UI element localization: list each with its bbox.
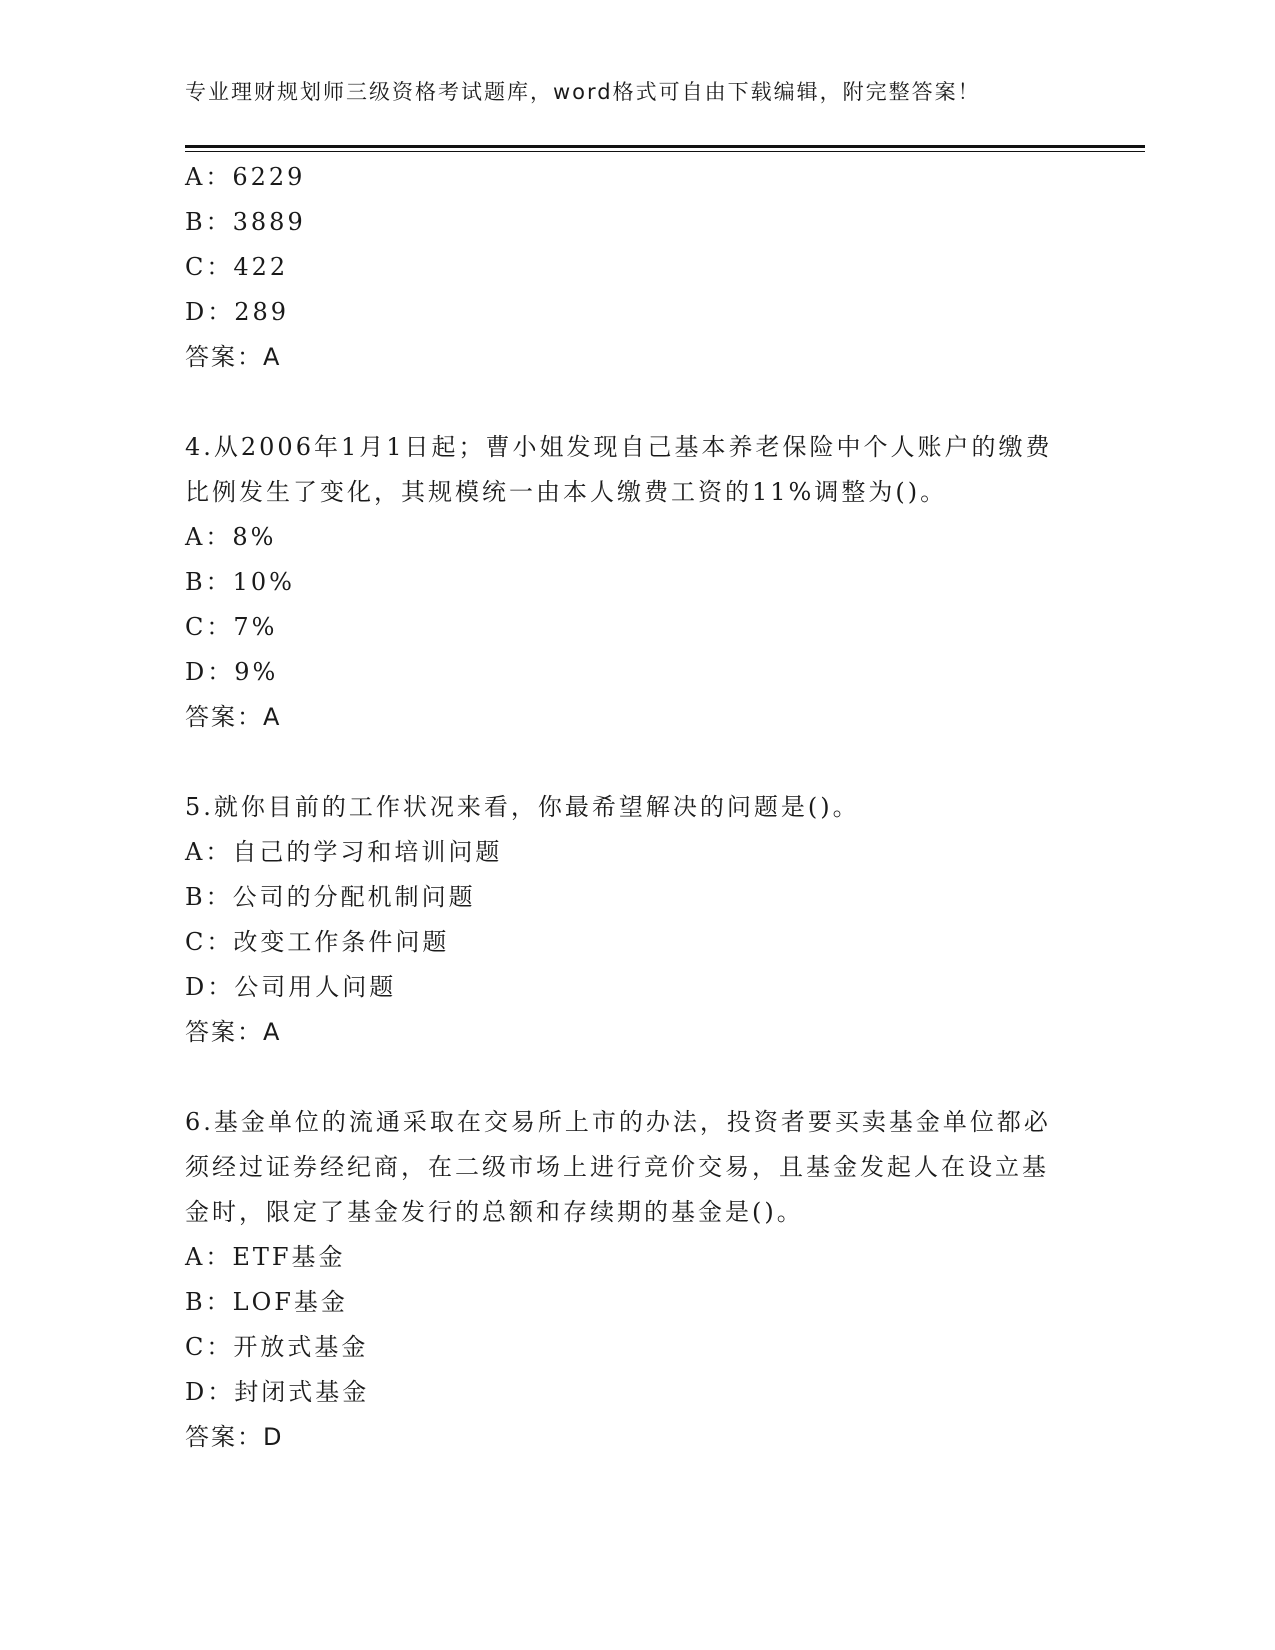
answer: 答案：A [185,1018,282,1046]
option-d: D：封闭式基金 [185,1378,370,1406]
answer: 答案：D [185,1423,284,1451]
option-c: C：开放式基金 [185,1333,369,1361]
spacer [185,740,1085,785]
question-5 [185,785,1085,1055]
document-header: 专业理财规划师三级资格考试题库，word格式可自由下载编辑，附完整答案！ [185,80,981,104]
spacer [185,1055,1085,1100]
option-c: C：7% [185,613,278,641]
question-4 [185,425,1085,740]
option-d: D：289 [185,298,290,326]
option-a: A：自己的学习和培训问题 [185,838,503,866]
option-d: D：公司用人问题 [185,973,397,1001]
option-d: D：9% [185,658,279,686]
question-6 [185,1100,1085,1460]
option-c: C：422 [185,253,289,281]
header-rule-thick [185,145,1145,148]
question-3 [185,155,1085,380]
option-a: A：6229 [185,163,306,191]
question-list [185,155,1085,1460]
spacer [185,380,1085,425]
option-b: B：公司的分配机制问题 [185,883,476,911]
header-rule-thin [185,151,1145,152]
option-a: A：8% [185,523,277,551]
option-b: B：LOF基金 [185,1288,348,1316]
option-c: C：改变工作条件问题 [185,928,450,956]
option-b: B：10% [185,568,295,596]
question-stem: 5.就你目前的工作状况来看，你最希望解决的问题是()。 [185,793,860,821]
option-a: A：ETF基金 [185,1243,346,1271]
answer: 答案：A [185,703,282,731]
question-stem: 4.从2006年1月1日起；曹小姐发现自己基本养老保险中个人账户的缴费比例发生了变化，其规模统一由本人缴费工资的11%调整为()。 [185,433,1053,506]
question-stem: 6.基金单位的流通采取在交易所上市的办法，投资者要买卖基金单位都必须经过证券经纪商，在二级市场上进行竞价交易，且基金发起人在设立基金时，限定了基金发行的总额和存续期的基金是()。 [185,1108,1051,1226]
option-b: B：3889 [185,208,306,236]
answer: 答案：A [185,343,282,371]
